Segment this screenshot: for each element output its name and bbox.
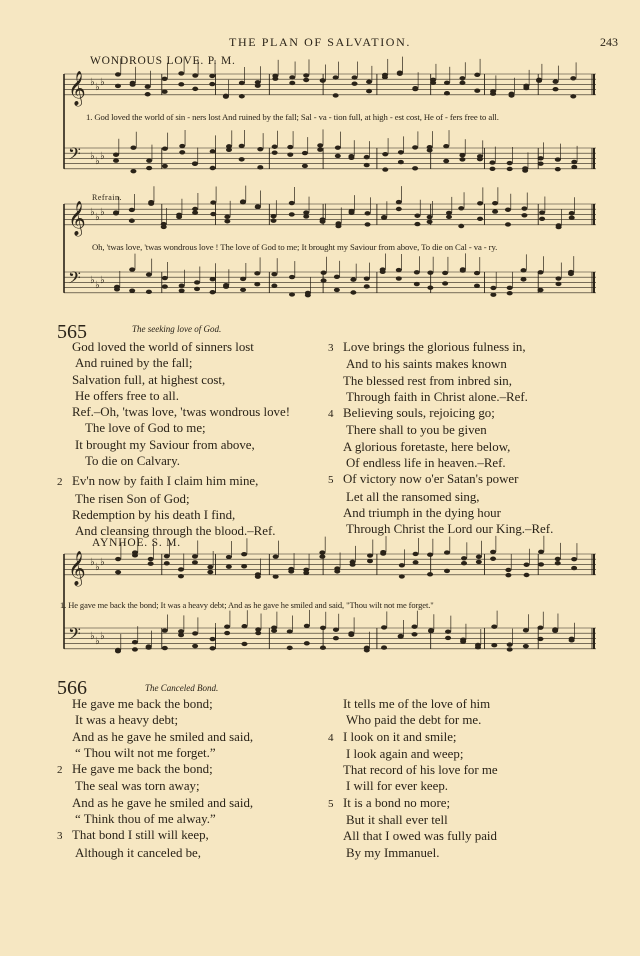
verse-text: And to his saints makes known [346, 357, 507, 372]
verse-text: Redemption by his death I find, [72, 507, 236, 522]
verse-line [328, 405, 628, 422]
verse-line [328, 696, 628, 712]
bass-clef-icon: 𝄢 [68, 143, 81, 168]
verse-text: Salvation full, at highest cost, [72, 372, 226, 387]
hymn-number: 566 [57, 677, 87, 699]
treble-clef-icon: 𝄞 [68, 70, 86, 106]
verse-text: And ruined by the fall; [75, 356, 193, 371]
verse-text: It is a bond no more; [343, 795, 451, 810]
verse-text: He gave me back the bond; [72, 697, 213, 711]
verse-text: That bond I still will keep, [72, 828, 209, 843]
svg-text:♭: ♭ [100, 206, 105, 218]
svg-text:♭: ♭ [100, 556, 105, 568]
verse-line [328, 762, 628, 778]
svg-text:♭: ♭ [95, 280, 100, 291]
verse-text: “ Thou wilt not me forget.” [75, 745, 216, 760]
verse-text: It was a heavy debt; [75, 713, 179, 728]
verse-line [328, 845, 628, 861]
svg-text:♭: ♭ [90, 630, 95, 642]
verse-text: Believing souls, rejoicing go; [343, 406, 495, 421]
verse-line [57, 745, 327, 761]
verse-text: And cleansing through the blood.–Ref. [75, 524, 276, 539]
tune-title-aynhoe: AYNHOE. S. M. [92, 537, 181, 549]
music-system [60, 66, 600, 192]
verse-line [57, 795, 327, 811]
verse-number: 3 [328, 342, 334, 354]
verse-line [57, 729, 327, 745]
verse-text: I will for ever keep. [346, 779, 449, 794]
verse-text: The risen Son of God; [75, 491, 190, 506]
verse-text: He gave me back the bond; [72, 762, 213, 777]
verse-line [328, 521, 628, 537]
svg-text:♭: ♭ [90, 150, 95, 162]
hymn-verses-left [57, 339, 327, 540]
verse-line [57, 845, 327, 861]
tune-lyrics-verse-1: 1. He gave me back the bond; It was a heavy debt; And as he gave he smiled and said, "Thou wilt not me forget." [60, 600, 434, 610]
verse-text: All that I owed was fully paid [343, 829, 497, 844]
page-header-title: THE PLAN OF SALVATION. [229, 35, 411, 49]
verse-line [57, 712, 327, 728]
hymn-subtitle: The seeking love of God. [132, 324, 222, 334]
page-number: 243 [600, 35, 618, 49]
verse-line [57, 761, 327, 778]
bass-clef-icon: 𝄢 [68, 267, 81, 292]
verse-line [328, 828, 628, 844]
svg-text:♭: ♭ [100, 274, 105, 286]
verse-text: Through Christ the Lord our King.–Ref. [346, 522, 554, 537]
svg-text:♭: ♭ [90, 556, 95, 568]
bass-clef-icon: 𝄢 [68, 623, 81, 648]
verse-text: It tells me of the love of him [343, 697, 491, 711]
verse-line [328, 505, 628, 521]
svg-text:♭: ♭ [95, 562, 100, 573]
verse-text: Of endless life in heaven.–Ref. [346, 456, 506, 471]
svg-text:♭: ♭ [95, 636, 100, 647]
verse-line [57, 473, 327, 490]
svg-text:♭: ♭ [90, 274, 95, 286]
music-system [60, 198, 600, 310]
verse-number: 4 [328, 408, 334, 421]
verse-line [57, 404, 327, 420]
verse-line [57, 372, 327, 388]
verse-line [57, 778, 327, 794]
svg-text:♭: ♭ [90, 206, 95, 218]
verse-line [57, 437, 327, 453]
svg-text:♭: ♭ [100, 76, 105, 88]
verse-text: By my Immanuel. [346, 845, 440, 860]
verse-text: I look on it and smile; [343, 729, 457, 744]
verse-text: And triumph in the dying hour [343, 505, 501, 520]
verse-text: Who paid the debt for me. [346, 713, 482, 728]
verse-text: But it shall ever tell [346, 813, 448, 828]
verse-number: 5 [328, 474, 334, 487]
verse-line [328, 373, 628, 389]
verse-line [57, 696, 327, 712]
verse-text: It brought my Saviour from above, [75, 437, 255, 452]
verse-text: Through faith in Christ alone.–Ref. [346, 389, 528, 404]
verse-line [328, 339, 628, 356]
verse-line [57, 388, 327, 404]
hymn-subtitle: The Canceled Bond. [145, 683, 219, 693]
verse-line [57, 811, 327, 827]
verse-line [328, 389, 628, 405]
verse-line [57, 355, 327, 371]
verse-text: There shall to you be given [346, 423, 487, 438]
svg-text:♭: ♭ [95, 82, 100, 93]
verse-line [328, 455, 628, 471]
verse-text: The seal was torn away; [75, 779, 200, 794]
refrain-lyrics: Oh, 'twas love, 'twas wondrous love ! The love of God to me; It brought my Saviour from above, To die on Cal - va - ry. [92, 242, 498, 252]
verse-number: 5 [328, 797, 334, 810]
verse-number: 3 [57, 830, 63, 843]
verse-text: That record of his love for me [343, 763, 498, 778]
verse-text: Of victory now o'er Satan's power [343, 472, 519, 487]
verse-text: To die on Calvary. [85, 454, 180, 469]
verse-line [328, 712, 628, 728]
refrain-label: Refrain. [92, 193, 122, 202]
tune-lyrics-verse-1: 1. God loved the world of sin - ners lost And ruined by the fall; Sal - va - tion full, at high - est cost, He of - fers free to all. [86, 112, 499, 122]
verse-line [328, 356, 628, 372]
verse-text: He offers free to all. [75, 388, 179, 403]
verse-line [57, 420, 327, 436]
treble-clef-icon: 𝄞 [68, 550, 86, 586]
hymn-verses-right [328, 696, 628, 861]
verse-text: The love of God to me; [85, 421, 206, 436]
verse-text: A glorious foretaste, here below, [343, 439, 511, 454]
verse-text: Ev'n now by faith I claim him mine, [72, 474, 259, 489]
verse-line [328, 422, 628, 438]
verse-line [57, 827, 327, 844]
verse-number: 2 [57, 476, 63, 489]
verse-text: I look again and weep; [346, 746, 464, 761]
verse-line [57, 339, 327, 355]
verse-text: Although it canceled be, [75, 845, 201, 860]
verse-line [328, 489, 628, 505]
treble-clef-icon: 𝄞 [68, 200, 86, 236]
verse-line [328, 778, 628, 794]
svg-text:♭: ♭ [90, 76, 95, 88]
verse-line [57, 491, 327, 507]
verse-line [328, 439, 628, 455]
verse-line [328, 729, 628, 746]
svg-text:♭: ♭ [100, 150, 105, 162]
svg-text:♭: ♭ [95, 212, 100, 223]
verse-text: “ Think thou of me alway.” [75, 812, 216, 827]
verse-text: Love brings the glorious fulness in, [343, 340, 526, 354]
verse-text: Ref.–Oh, 'twas love, 'twas wondrous love! [72, 405, 291, 420]
hymn-number: 565 [57, 321, 87, 343]
verse-text: The blessed rest from inbred sin, [343, 373, 512, 388]
tune-title-wondrous-love: WONDROUS LOVE. P. M. [90, 55, 236, 67]
verse-line [57, 453, 327, 469]
verse-line [328, 471, 628, 488]
verse-text: And as he gave he smiled and said, [72, 795, 254, 810]
verse-line [328, 795, 628, 812]
verse-text: God loved the world of sinners lost [72, 340, 254, 354]
verse-number: 4 [328, 731, 334, 744]
verse-line [328, 812, 628, 828]
verse-text: And as he gave he smiled and said, [72, 729, 254, 744]
hymn-verses-right [328, 339, 628, 538]
hymn-verses-left [57, 696, 327, 861]
verse-line [328, 746, 628, 762]
verse-line [57, 507, 327, 523]
svg-text:♭: ♭ [95, 156, 100, 167]
svg-text:♭: ♭ [100, 630, 105, 642]
verse-text: Let all the ransomed sing, [346, 489, 480, 504]
verse-number: 2 [57, 764, 63, 777]
